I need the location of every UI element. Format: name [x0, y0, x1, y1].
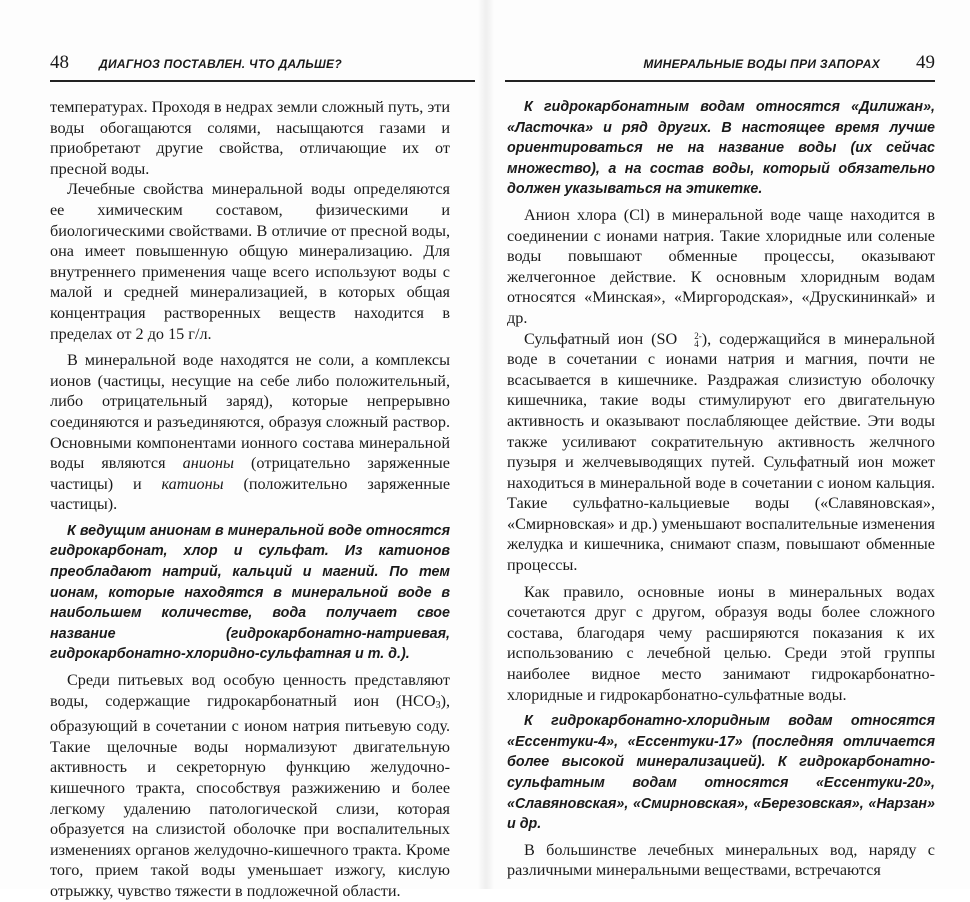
left-paragraph-5-text-b: ), образующий в сочетании с ионом натрия питьевую соду. Такие щелочные воды нормализуют двигательную активность и секреторную функцию желудочно-кишечного тракта, способствуя разжижению и более легкому удалению патологической слизи, которая образуется на слизистой оболочке при воспалительных изменениях органов желудочно-кишечного тракта. Кроме того, прием такой воды уменьшает изжогу, кислую отрыжку, чувство тяжести в подложечной области.: [50, 691, 450, 900]
so4-subscript: 4: [694, 338, 699, 349]
right-paragraph-3: [507, 329, 935, 576]
right-paragraph-3-text-a: Сульфатный ион (SO: [524, 329, 678, 348]
right-highlight-paragraph-2: К гидрокарбонатно-хлоридным водам относятся «Ессентуки-4», «Ессентуки-17» (последняя отличается более высокой минерализацией). К гидрокарбонатно-сульфатным водам относятся «Ессентуки-20», «Славяновская», «Смирновская», «Березовская», «Нарзан» и др.: [507, 713, 935, 833]
left-paragraph-5-text-a: Среди питьевых вод особую ценность представляют воды, содержащие гидрокарбонатный ион (HCO: [50, 671, 450, 710]
right-paragraph-6: В большинстве лечебных минеральных вод, наряду с различными минеральными веществами, встречаются: [507, 840, 935, 880]
left-paragraph-1: температурах. Проходя в недрах земли сложный путь, эти воды обогащаются солями, насыщаются газами и приобретают другие свойства, отличающие их от пресной воды.: [50, 98, 450, 178]
right-paragraph-2: Анион хлора (Cl) в минеральной воде чаще находится в соединении с ионами натрия. Такие хлоридные или соленые воды повышают обменные процессы, оказывают желчегонное действие. К основным хлоридным водам относятся «Минская», «Миргородская», «Друскининкай» и др.: [507, 205, 935, 327]
hco3-subscript: 3: [435, 699, 441, 711]
left-paragraph-2: Лечебные свойства минеральной воды определяются ее химическим составом, физическими и биологическими свойствами. В отличие от пресной воды, она имеет повышенную общую минерализацию. Для внутреннего применения чаще всего используют воды с малой и средней минерализацией, в которых общая концентрация растворенных веществ находится в пределах от 2 до 15 г/л.: [50, 180, 450, 343]
right-page-number: 49: [916, 52, 935, 73]
left-page-header: [50, 52, 475, 82]
right-paragraph-3-text-b: ), содержащийся в минеральной воде в сочетании с ионами натрия и магния, почти не всасывается в кишечнике. Раздражая слизистую оболочку кишечника, такие воды стимулируют его двигательную активность и оказывают послабляющее действие. Эти воды также усиливают сократительную активность желчного пузыря и желчевыводящих путей. Сульфатный ион может находиться в минеральной воде в сочетании с ионом кальция. Такие сульфатно-кальциевые воды («Славяновская», «Смирновская» и др.) уменьшают воспалительные изменения желудка и кишечника, снимают спазм, повышают обменные процессы.: [507, 329, 935, 575]
left-paragraph-3-text-b: (отрицательно заряженные частицы) и: [50, 454, 450, 493]
right-page: [485, 0, 970, 889]
left-paragraph-3: [50, 350, 450, 515]
right-paragraph-4: Как правило, основные ионы в минеральных водах сочетаются друг с другом, образуя воды более сложного состава, благодаря чему расширяются показания к их использованию с лечебной целью. Среди этой группы наиболее видное место занимают гидрокарбонатно-хлоридные и гидрокарбонатно-сульфатные воды.: [507, 582, 935, 704]
right-highlight-paragraph-1: К гидрокарбонатным водам относятся «Дилижан», «Ласточка» и ряд других. В настоящее время лучше ориентироваться не на название воды (их сейчас множество), а на состав воды, который обязательно должен указываться на этикетке.: [507, 99, 935, 198]
left-running-head: ДИАГНОЗ ПОСТАВЛЕН. ЧТО ДАЛЬШЕ?: [99, 57, 342, 71]
right-running-head: МИНЕРАЛЬНЫЕ ВОДЫ ПРИ ЗАПОРАХ: [643, 57, 880, 71]
left-paragraph-3-text-a: В минеральной воде находятся не соли, а комплексы ионов (частицы, несущие на себе либо положительный, либо отрицательный заряд), которые непрерывно соединяются и разъединяются, образуя сложный раствор. Основными компонентами ионного состава минеральной воды являются: [50, 351, 450, 473]
left-page-number: 48: [50, 52, 69, 73]
so4-charge-index: [677, 332, 702, 348]
right-page-header: [505, 52, 935, 82]
left-page: [0, 0, 485, 900]
left-paragraph-3-text-c: (положительно заряженные частицы).: [50, 474, 451, 514]
left-highlight-paragraph: К ведущим анионам в минеральной воде относятся гидрокарбонат, хлор и сульфат. Из катионов преобладают натрий, кальций и магний. По тем ионам, которые находятся в минеральной воде в наибольшем количестве, вода получает свое название (гидрокарбонатно-натриевая, гидрокарбонатно-хлоридно-сульфатная и т. д.).: [50, 522, 450, 663]
left-paragraph-5: [50, 670, 450, 902]
left-page-body: [50, 97, 450, 902]
right-page-body: [507, 97, 935, 881]
term-anions: анионы: [182, 454, 234, 473]
term-cations: катионы: [161, 474, 224, 493]
so4-superscript: 2-: [694, 330, 702, 341]
